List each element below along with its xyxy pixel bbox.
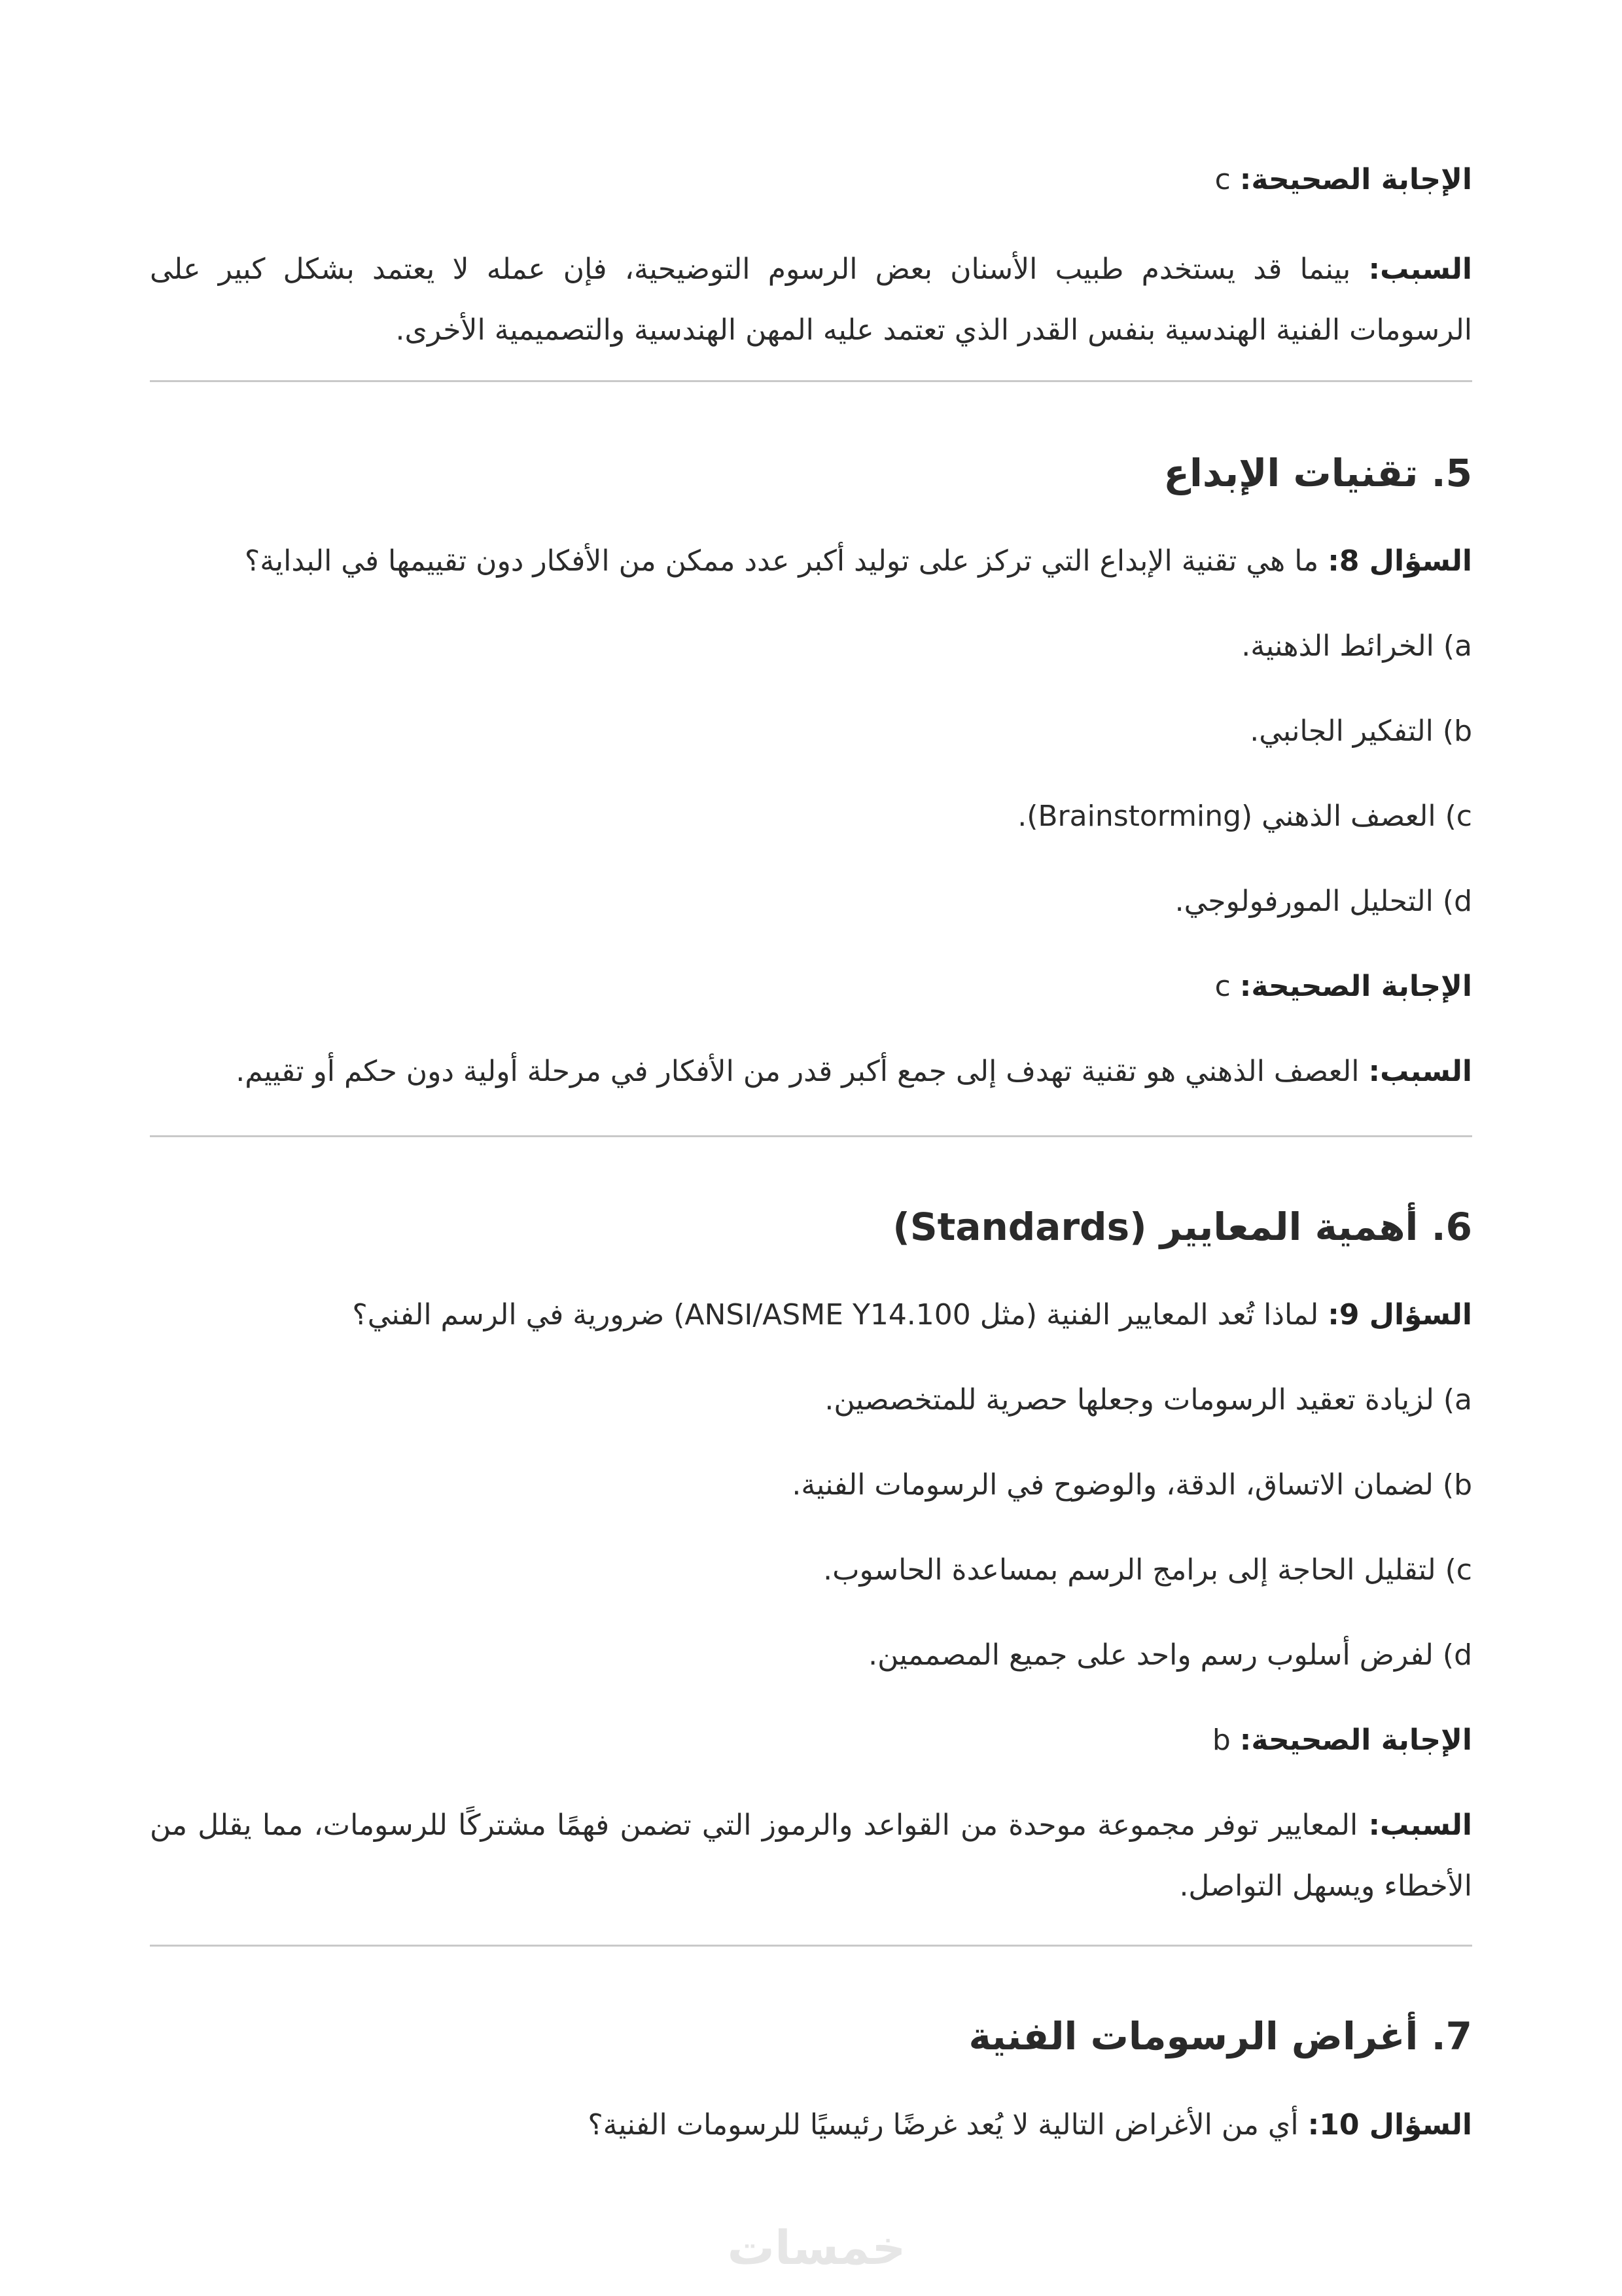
question-text: لماذا تُعد المعايير الفنية (مثل ANSI/ASME Y14.100) ضرورية في الرسم الفني؟ [352, 1298, 1319, 1332]
option-a [150, 616, 1472, 677]
option-text: لفرض أسلوب رسم واحد على جميع المصممين. [868, 1638, 1434, 1672]
question-text: ما هي تقنية الإبداع التي تركز على توليد أكبر عدد ممكن من الأفكار دون تقييمها في البداية؟ [244, 544, 1319, 578]
option-text: التفكير الجانبي. [1250, 715, 1434, 748]
reason-label: السبب: [1368, 1055, 1472, 1088]
option-a [150, 1369, 1472, 1430]
question-label: السؤال 9: [1328, 1298, 1472, 1332]
answer-label: الإجابة الصحيحة: [1239, 1723, 1472, 1757]
question-label: السؤال 8: [1328, 544, 1472, 578]
answer-label: الإجابة الصحيحة: [1239, 163, 1472, 196]
option-b [150, 701, 1472, 762]
option-text: العصف الذهني (Brainstorming). [1017, 800, 1436, 833]
option-text: لتقليل الحاجة إلى برامج الرسم بمساعدة الحاسوب. [823, 1553, 1436, 1587]
answer-label: الإجابة الصحيحة: [1239, 970, 1472, 1003]
option-text: الخرائط الذهنية. [1241, 629, 1434, 663]
section-divider [150, 1135, 1472, 1137]
option-d [150, 871, 1472, 932]
option-c [150, 786, 1472, 847]
section-heading: 7. أغراض الرسومات الفنية [968, 2014, 1472, 2058]
reason-paragraph [150, 1041, 1472, 1102]
section-heading: 6. أهمية المعايير (Standards) [892, 1205, 1472, 1249]
answer-line [150, 1710, 1472, 1771]
option-text: التحليل المورفولوجي. [1174, 885, 1434, 918]
question-text: أي من الأغراض التالية لا يُعد غرضًا رئيسيًا للرسومات الفنية؟ [588, 2108, 1299, 2142]
question-label: السؤال 10: [1307, 2108, 1472, 2142]
option-text: لزيادة تعقيد الرسومات وجعلها حصرية للمتخصصين. [824, 1383, 1434, 1417]
question-line [150, 2094, 1472, 2155]
watermark-logo: خمسات [727, 2220, 906, 2275]
option-key: a) [1443, 629, 1472, 663]
question-line [150, 531, 1472, 592]
option-b [150, 1455, 1472, 1515]
option-c [150, 1540, 1472, 1600]
option-key: b) [1442, 715, 1472, 748]
question-line [150, 1284, 1472, 1345]
option-key: d) [1442, 885, 1472, 918]
reason-text: بينما قد يستخدم طبيب الأسنان بعض الرسوم التوضيحية، فإن عمله لا يعتمد بشكل كبير على الرسومات الفنية الهندسية بنفس القدر الذي تعتمد عليه المهن الهندسية والتصميمية الأخرى. [150, 253, 1472, 347]
option-key: d) [1442, 1638, 1472, 1672]
reason-text: المعايير توفر مجموعة موحدة من القواعد والرموز التي تضمن فهمًا مشتركًا للرسومات، مما يقلل من الأخطاء ويسهل التواصل. [150, 1809, 1472, 1903]
option-key: a) [1443, 1383, 1472, 1417]
section-divider [150, 1945, 1472, 1947]
reason-paragraph [150, 239, 1472, 361]
answer-value: c [1214, 970, 1231, 1003]
reason-label: السبب: [1368, 253, 1472, 286]
answer-line [150, 956, 1472, 1017]
section-heading: 5. تقنيات الإبداع [1163, 451, 1472, 495]
reason-label: السبب: [1368, 1809, 1472, 1842]
reason-text: العصف الذهني هو تقنية تهدف إلى جمع أكبر قدر من الأفكار في مرحلة أولية دون حكم أو تقييم. [236, 1055, 1360, 1088]
section-divider [150, 380, 1472, 382]
answer-line [150, 149, 1472, 210]
option-d [150, 1625, 1472, 1686]
option-key: c) [1445, 1553, 1472, 1587]
answer-value: b [1212, 1723, 1231, 1757]
option-text: لضمان الاتساق، الدقة، والوضوح في الرسومات الفنية. [792, 1468, 1434, 1502]
answer-value: c [1214, 163, 1231, 196]
option-key: b) [1442, 1468, 1472, 1502]
reason-paragraph [150, 1795, 1472, 1916]
option-key: c) [1445, 800, 1472, 833]
